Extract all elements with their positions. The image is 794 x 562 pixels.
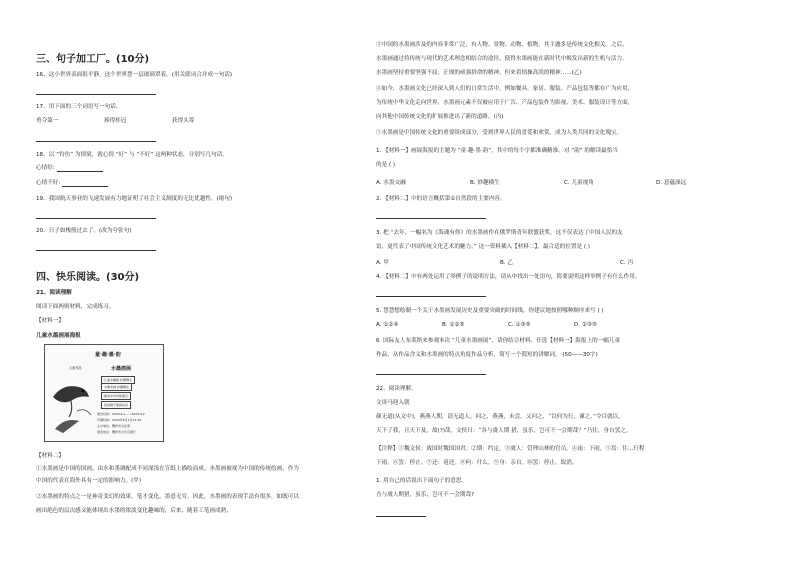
material-2-p2a: ②水墨画的特点之一是神奇变幻的效果，笔才变化，墨意无穷。因此，水墨画的表现手法有很多，如既可以 (36, 494, 299, 500)
question-20: 20、日子如梭般过去了。(改为夸张句) (36, 228, 132, 234)
question-19: 19、我国航天事业的飞速发展有力地证明了社会主义制度的无比优越性。(缩句) (36, 196, 233, 202)
r-question-1b: 的是 ( ) (376, 162, 396, 168)
material-2-label: 【材料二】 (36, 453, 64, 459)
r-answer-line-2[interactable] (376, 218, 486, 219)
poster-info-3: 主办单位：鹰洋市文化部 (97, 424, 131, 428)
r-q5-option-a[interactable]: A. ①②④ (376, 322, 399, 328)
r-answer-line-4[interactable] (376, 296, 486, 297)
right-paragraph-3: 水墨画坚持重要坚强不屈；正现的顽强拼命的精神，但来着情操高尚的精神……(乙) (376, 70, 582, 76)
right-paragraph-6: 向其他中国传统文化的扩展推进出了新的道路。(丙) (376, 114, 504, 120)
r-question-3b: 谊，更代表了中国传统文化艺术的魅力。” 这一资料插入【材料二】，最合适的位置是 ( ) (376, 244, 590, 250)
poster-slogan-4: 绽放稚子童真诗意 (101, 401, 131, 409)
right-paragraph-4: ④如今，水墨画文化已经深入到人们的日常生活中，例如餐具、家居、服装、产品包装等都有广为应用， (376, 86, 634, 92)
poster-heading: 童·趣·墨·韵 (95, 352, 121, 358)
q18-good-blank[interactable] (57, 166, 103, 172)
poster-info-1: 展出时间：2023.6.1——2023.6.2 (97, 412, 145, 416)
r-q5-option-d[interactable]: D. ②③⑤ (574, 322, 597, 328)
question-16: 16、这小世界表面很平静，这个世界慧一层玻璃罩着。(用关联词合并成一句话) (36, 72, 233, 78)
r-question-6b: 作品，从作品含义和水墨画的特点角度作品分析，简写一个简短的讲解词。 (50——30字) (376, 352, 598, 358)
r-question-3: 3. 把 “去年，一幅名为《海魂有你》的水墨画作在俄罗斯青年联盟获奖。这不仅表达了中国人民的友 (376, 230, 623, 236)
poster-info-2: 开幕时间：2023年6月1日11:30 (97, 418, 142, 422)
q22-note-1: 【注释】①魏文侯：战国时魏国国君。②期：约定。③虞人：管理山林的官员。④雨：下雨。⑤焉：往…行程 (376, 446, 645, 452)
r-q1-option-d[interactable]: D. 意蕴深远 (656, 180, 687, 186)
q18-good-text: 心情好: (36, 165, 55, 171)
answer-line-19[interactable] (36, 218, 156, 219)
question-17: 17、用下面的三个词语写一句话。 (36, 104, 122, 110)
material-2-p1a: ①水墨画是中国的国画，由水和墨调配成不同深浅在宣纸上描绘而成。水墨画被视为中国的传统绘画，作为 (36, 466, 299, 472)
r-q1-option-b[interactable]: B. 妙趣横生 (470, 180, 500, 186)
right-paragraph-1: ③中国的水墨画涉及的内容非常广泛，有人物、景物、动物、植物，其主题多是传统文化相关。之后， (376, 42, 628, 48)
q18-bad-blank[interactable] (62, 181, 108, 187)
poster-caption: 儿童水墨画展海报 (36, 333, 81, 339)
q22-note-2: 下雨。⑥罢：停止。⑦还：返还。⑧何：什么。⑨身：亲自。⑩罢：停止，取消。 (376, 460, 578, 466)
poster-info-4: 展览地点：鹰洋市少年宫展厅 (97, 430, 137, 434)
r-q5-option-c[interactable]: C. ①③⑤ (508, 322, 531, 328)
question-21: 21、阅读理解 (36, 290, 72, 296)
material-2-p2b: 画出绝色的层次感又能体现出水墨的浓淡变化趣味的，后来，随着工笔画成熟， (36, 508, 232, 514)
q17-word-2: 捧得桂冠 (104, 118, 127, 124)
r-q3-option-a[interactable]: A. 甲 (376, 260, 389, 266)
answer-line-17[interactable] (36, 141, 156, 142)
answer-line-16[interactable] (36, 94, 156, 95)
q18-good-label (36, 165, 103, 172)
right-paragraph-5: 为传统中华文化走向世界，水墨画元素不仅被应用于广告、产品包装作为影视、美术、服装设计等方面， (376, 100, 634, 106)
q22-text-1: 颜无道(从文中)，燕燕人期，请无道人。问之，燕燕，未尝。又问之，“以何为行，谏之，”令目就以， (376, 414, 624, 420)
poster-side-label: 儿童作品 (69, 366, 82, 370)
r-answer-line-6[interactable] (376, 374, 486, 375)
right-paragraph-7: ⑤水墨画是中国传统文化的重要组成部分，受到世界人民的喜爱和欢赏，成为人类共同的文化瑰宝。 (376, 130, 623, 136)
question-22: 22、阅读理解。 (376, 386, 417, 392)
poster-slogan-1: 儿童水墨画 好趣博生 (101, 376, 135, 384)
r-question-2: 2. 【材料二】中的语言概括第①自然段的主要内容。 (376, 196, 506, 202)
q21-intro: 阅读下面两则材料，完成练习。 (36, 304, 115, 310)
poster-image (44, 344, 164, 442)
r-question-4: 4. 【材料二】中有两处运用了举例子的说明方法，请从中找出一处语句，简要说明这样举例子有什么作用。 (376, 274, 641, 280)
q22-sub-question-1: 1. 用自己的话说出下面句子的意思。 (376, 478, 468, 484)
poster-subheading: 水墨画展 (111, 366, 132, 372)
ink-bird-painting-icon (49, 371, 95, 437)
q18-bad-text: 心情不好: (36, 180, 61, 186)
answer-line-20[interactable] (36, 250, 156, 251)
r-q1-option-a[interactable]: A. 水墨交融 (376, 180, 406, 186)
r-q3-option-b[interactable]: B. 乙 (500, 260, 513, 266)
q22-title: 文谈马迎入朝 (376, 400, 410, 406)
r-q3-option-c[interactable]: C. 丙 (620, 260, 634, 266)
r-q1-option-c[interactable]: C. 儿童视角 (564, 180, 594, 186)
question-18: 18、以 “钓鱼” 为情境，就心情 “好” 与 “不好” 这两种状态，分别写几句话。 (36, 152, 228, 158)
poster-slogan-2: 水墨龙城 妙趣横生 (101, 383, 132, 391)
poster-slogan-3: 携来中华传统瑰宝 (101, 392, 131, 400)
q18-bad-label (36, 180, 108, 187)
r-question-6: 6. 国际友人布莱斯来参观本次 “儿童水墨画展”，请你结合材料，任选【材料一】海报上的一幅儿童 (376, 338, 621, 344)
q17-word-1: 勇夺第一 (36, 118, 59, 124)
r-q5-option-b[interactable]: B. ①②⑤ (442, 322, 465, 328)
q17-word-3: 获得头筹 (172, 118, 195, 124)
material-2-p1b: 中国的代表在海外具有一定的影响力。(甲) (36, 478, 142, 484)
material-1-label: 【材料一】 (36, 318, 64, 324)
right-paragraph-2: 水墨画通过将传统与现代的艺术理念相结合的途径，使得水墨画能在新时代中焕发出新的生机与活力。 (376, 56, 628, 62)
section-3-title: 三、句子加工厂。(10分) (36, 54, 150, 65)
q22-text-2: 天下了我，且天下及，故(?)哉。文侯曰：“各与虞人期 猎，虽乐，岂可不一会期哉？”乃往，身自罢之。 (376, 428, 632, 434)
q22-answer-line[interactable] (376, 516, 426, 517)
section-4-title: 四、快乐阅读。(30分) (36, 272, 140, 283)
r-question-5: 5. 慧慧想绘制一个关于水墨画发展历史及重要突破的时间线，你建议她按照哪种顺序来写 ( ) (376, 308, 604, 314)
q22-sentence: 吾与虞人期猎，虽乐，岂可不一会期哉? (376, 492, 475, 498)
r-question-1: 1. 【材料一】画展海报的主题为 “童·趣·墨·韵”，其中的每个字都准确精准。对 “韵” 的解读最恰当 (376, 148, 618, 154)
